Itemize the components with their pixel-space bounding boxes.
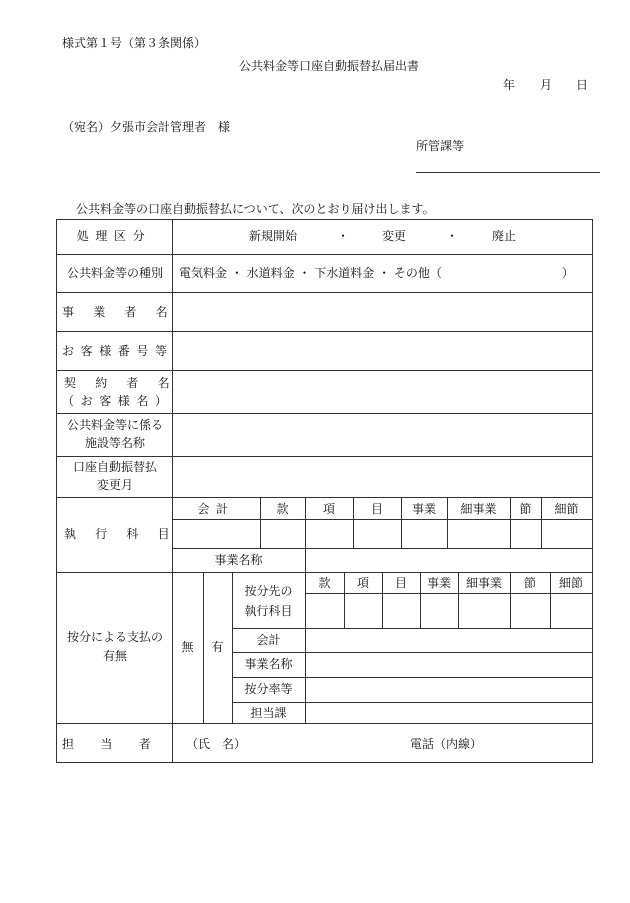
allocation-header-project: 事業 (426, 576, 451, 590)
allocation-header-subitem: 目 (394, 576, 407, 590)
budget-header-subproject: 細事業 (460, 502, 497, 516)
change-month-field[interactable] (173, 457, 591, 496)
option-new-start[interactable]: 新規開始 (249, 229, 298, 243)
budget-project-name-label: 事業名称 (214, 553, 263, 567)
contact-phone-label: 電話（内線） (410, 737, 483, 751)
budget-project-name-field[interactable] (306, 549, 591, 571)
allocation-header-subproject: 細事業 (465, 576, 502, 590)
change-month-sublabel: 変更月 (96, 478, 133, 492)
allocation-project-name-label: 事業名称 (244, 657, 293, 671)
allocation-target-label: 按分先の (244, 584, 293, 598)
option-abolish[interactable]: 廃止 (492, 229, 517, 243)
business-name-label: 事業者名 (62, 305, 187, 319)
facility-name-sublabel: 施設等名称 (84, 436, 145, 450)
allocation-header-item: 項 (356, 576, 369, 590)
allocation-account-label: 会計 (256, 633, 281, 647)
budget-header-item: 項 (322, 502, 335, 516)
budget-header-subitem: 目 (370, 502, 383, 516)
date-month-label: 月 (540, 78, 553, 92)
date-year-label: 年 (503, 78, 516, 92)
allocation-department-label: 担当課 (250, 706, 287, 720)
utility-type-options[interactable]: 電気料金 ・ 水道料金 ・ 下水道料金 ・ その他（ ） (179, 266, 574, 280)
contractor-name-field[interactable] (173, 371, 591, 412)
change-month-label: 口座自動振替払 (72, 460, 157, 474)
allocation-label: 按分による支払の (66, 630, 163, 644)
contractor-name-label: 契約者名 (64, 376, 189, 390)
customer-number-label: お客様番号等 (62, 344, 174, 358)
department-underline (416, 172, 600, 173)
contact-label: 担当者 (62, 737, 178, 751)
option-change[interactable]: 変更 (382, 229, 407, 243)
budget-header-account: 会計 (197, 502, 235, 516)
department-label: 所管課等 (416, 139, 465, 153)
date-day-label: 日 (576, 78, 589, 92)
allocation-ratio-label: 按分率等 (244, 682, 293, 696)
budget-header-section: 款 (276, 502, 289, 516)
allocation-header-section: 款 (318, 576, 331, 590)
allocation-target-sublabel: 執行科目 (244, 604, 293, 618)
allocation-none-option[interactable]: 無 (181, 640, 194, 654)
allocation-header-node: 節 (523, 576, 536, 590)
option-separator-1: ・ (337, 229, 350, 243)
intro-text: 公共料金等の口座自動振替払について、次のとおり届け出します。 (76, 202, 435, 216)
form-number: 様式第１号（第３条関係） (62, 36, 207, 50)
business-name-field[interactable] (173, 293, 591, 330)
contact-name-label: （氏 名） (186, 737, 247, 751)
budget-header-subnode: 細節 (554, 502, 579, 516)
budget-header-project: 事業 (411, 502, 436, 516)
processing-type-label: 処理区分 (76, 229, 152, 243)
allocation-yes-option[interactable]: 有 (211, 640, 224, 654)
utility-type-label: 公共料金等の種別 (66, 266, 163, 280)
option-separator-2: ・ (446, 229, 459, 243)
budget-item-label: 執行科目 (64, 527, 189, 541)
budget-header-node: 節 (519, 502, 532, 516)
facility-name-label: 公共料金等に係る (66, 418, 163, 432)
facility-name-field[interactable] (173, 414, 591, 455)
customer-number-field[interactable] (173, 332, 591, 369)
allocation-header-subnode: 細節 (558, 576, 583, 590)
contractor-name-sublabel: （お客様名） (62, 394, 174, 408)
allocation-sublabel: 有無 (102, 649, 127, 663)
page-title: 公共料金等口座自動振替払届出書 (239, 59, 420, 73)
addressee: （宛名）夕張市会計管理者 様 (62, 120, 231, 134)
